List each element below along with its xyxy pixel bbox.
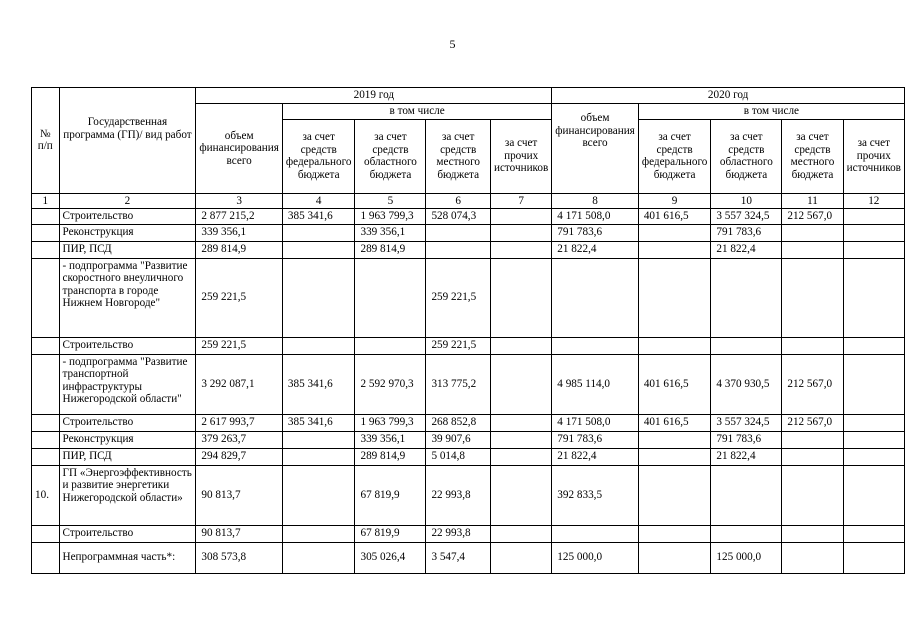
row-number-cell [32,354,60,414]
value-cell-c12 [843,354,904,414]
value-cell-c6 [426,224,491,241]
index-cell: 2 [59,193,196,209]
value-cell-c3: 289 814,9 [196,241,283,258]
value-cell-c4: 385 341,6 [282,414,355,431]
value-cell-c4: 385 341,6 [282,354,355,414]
row-name-cell: Строительство [59,525,196,542]
table-row [32,209,905,225]
value-cell-c11 [782,258,843,337]
header-total-2020: объем финансирования всего [552,104,639,194]
value-cell-c3: 294 829,7 [196,448,283,465]
value-cell-c11 [782,542,843,573]
value-cell-c9 [638,465,711,525]
value-cell-c9 [638,241,711,258]
value-cell-c10: 4 370 930,5 [711,354,782,414]
table-row [32,525,905,542]
row-name-cell: - подпрограмма "Развитие транспортной инфраструктуры Нижегородской области" [59,354,196,414]
value-cell-c9 [638,448,711,465]
row-number-cell [32,224,60,241]
value-cell-c10 [711,465,782,525]
header-federal-2019: за счет средств федерального бюджета [282,119,355,193]
value-cell-c6: 528 074,3 [426,209,491,225]
value-cell-c5: 2 592 970,3 [355,354,426,414]
index-cell: 6 [426,193,491,209]
value-cell-c12 [843,337,904,354]
value-cell-c12 [843,414,904,431]
row-name-cell: Строительство [59,414,196,431]
index-cell: 7 [490,193,551,209]
value-cell-c12 [843,465,904,525]
value-cell-c7 [490,465,551,525]
value-cell-c8: 4 171 508,0 [552,414,639,431]
value-cell-c3: 2 617 993,7 [196,414,283,431]
index-cell: 5 [355,193,426,209]
value-cell-c6: 39 907,6 [426,431,491,448]
value-cell-c8: 4 171 508,0 [552,209,639,225]
value-cell-c12 [843,525,904,542]
row-name-cell: - подпрограмма "Развитие скоростного внеуличного транспорта в городе Нижнем Новгороде" [59,258,196,337]
value-cell-c4: 385 341,6 [282,209,355,225]
row-number-cell: 10. [32,465,60,525]
value-cell-c5: 305 026,4 [355,542,426,573]
value-cell-c6: 22 993,8 [426,525,491,542]
row-name-cell: ПИР, ПСД [59,241,196,258]
value-cell-c5: 1 963 799,3 [355,414,426,431]
index-cell: 4 [282,193,355,209]
row-name-cell: ПИР, ПСД [59,448,196,465]
value-cell-c6: 5 014,8 [426,448,491,465]
value-cell-c12 [843,241,904,258]
value-cell-c10 [711,525,782,542]
value-cell-c5: 289 814,9 [355,448,426,465]
value-cell-c9 [638,337,711,354]
header-total-2019: объем финансирования всего [196,104,283,194]
value-cell-c5: 339 356,1 [355,431,426,448]
header-col-num: № п/п [32,88,60,194]
value-cell-c5: 289 814,9 [355,241,426,258]
value-cell-c8: 4 985 114,0 [552,354,639,414]
value-cell-c10 [711,337,782,354]
value-cell-c12 [843,448,904,465]
value-cell-c6: 3 547,4 [426,542,491,573]
table-row [32,465,905,525]
index-cell: 10 [711,193,782,209]
value-cell-c9 [638,542,711,573]
value-cell-c8: 791 783,6 [552,431,639,448]
value-cell-c7 [490,354,551,414]
row-number-cell [32,414,60,431]
header-other-2019: за счет прочих источников [490,119,551,193]
value-cell-c3: 259 221,5 [196,337,283,354]
value-cell-c5: 339 356,1 [355,224,426,241]
value-cell-c7 [490,209,551,225]
value-cell-c10: 125 000,0 [711,542,782,573]
value-cell-c5 [355,258,426,337]
value-cell-c9: 401 616,5 [638,209,711,225]
value-cell-c6: 22 993,8 [426,465,491,525]
row-number-cell [32,241,60,258]
value-cell-c11 [782,241,843,258]
value-cell-c7 [490,337,551,354]
value-cell-c3: 259 221,5 [196,258,283,337]
value-cell-c8 [552,337,639,354]
table-row [32,431,905,448]
value-cell-c3: 90 813,7 [196,525,283,542]
value-cell-c8 [552,258,639,337]
value-cell-c3: 339 356,1 [196,224,283,241]
row-number-cell [32,448,60,465]
value-cell-c6: 268 852,8 [426,414,491,431]
value-cell-c4 [282,465,355,525]
table-row [32,224,905,241]
value-cell-c11 [782,337,843,354]
value-cell-c6 [426,241,491,258]
value-cell-c7 [490,448,551,465]
value-cell-c9 [638,431,711,448]
header-incl-2019: в том числе [282,104,551,120]
table-row [32,542,905,573]
header-col-program: Государственная программа (ГП)/ вид работ [59,88,196,194]
value-cell-c11 [782,465,843,525]
row-number-cell [32,209,60,225]
row-number-cell [32,431,60,448]
row-name-cell: Реконструкция [59,224,196,241]
value-cell-c7 [490,414,551,431]
value-cell-c6: 259 221,5 [426,337,491,354]
value-cell-c11 [782,431,843,448]
row-name-cell: Строительство [59,209,196,225]
value-cell-c8 [552,525,639,542]
header-federal-2020: за счет средств федерального бюджета [638,119,711,193]
table-row [32,354,905,414]
value-cell-c10: 21 822,4 [711,241,782,258]
value-cell-c10: 791 783,6 [711,431,782,448]
value-cell-c3: 90 813,7 [196,465,283,525]
value-cell-c3: 3 292 087,1 [196,354,283,414]
value-cell-c4 [282,542,355,573]
value-cell-c7 [490,431,551,448]
table-row [32,414,905,431]
value-cell-c9 [638,525,711,542]
header-other-2020: за счет прочих источников [843,119,904,193]
index-cell: 11 [782,193,843,209]
row-name-cell: Непрограммная часть*: [59,542,196,573]
value-cell-c3: 2 877 215,2 [196,209,283,225]
value-cell-c12 [843,431,904,448]
table-row [32,337,905,354]
budget-table [31,87,905,574]
value-cell-c4 [282,431,355,448]
value-cell-c4 [282,224,355,241]
value-cell-c12 [843,258,904,337]
row-number-cell [32,542,60,573]
value-cell-c5: 1 963 799,3 [355,209,426,225]
value-cell-c7 [490,525,551,542]
value-cell-c8: 21 822,4 [552,241,639,258]
value-cell-c9: 401 616,5 [638,354,711,414]
index-cell: 12 [843,193,904,209]
value-cell-c5: 67 819,9 [355,465,426,525]
row-number-cell [32,525,60,542]
table-row [32,241,905,258]
header-local-2020: за счет средств местного бюджета [782,119,843,193]
value-cell-c6: 313 775,2 [426,354,491,414]
value-cell-c6: 259 221,5 [426,258,491,337]
value-cell-c4 [282,525,355,542]
row-name-cell: ГП «Энергоэффективность и развитие энергетики Нижегородской области» [59,465,196,525]
value-cell-c11: 212 567,0 [782,354,843,414]
value-cell-c7 [490,241,551,258]
value-cell-c11 [782,448,843,465]
value-cell-c8: 791 783,6 [552,224,639,241]
value-cell-c10: 3 557 324,5 [711,209,782,225]
value-cell-c4 [282,337,355,354]
value-cell-c4 [282,241,355,258]
value-cell-c3: 308 573,8 [196,542,283,573]
value-cell-c8: 125 000,0 [552,542,639,573]
table-row [32,448,905,465]
header-incl-2020: в том числе [638,104,904,120]
header-year-2020: 2020 год [552,88,905,104]
value-cell-c12 [843,209,904,225]
row-number-cell [32,337,60,354]
index-cell: 1 [32,193,60,209]
value-cell-c5: 67 819,9 [355,525,426,542]
row-number-cell [32,258,60,337]
value-cell-c12 [843,224,904,241]
value-cell-c11 [782,525,843,542]
value-cell-c4 [282,448,355,465]
row-name-cell: Строительство [59,337,196,354]
value-cell-c10: 21 822,4 [711,448,782,465]
value-cell-c4 [282,258,355,337]
value-cell-c10: 791 783,6 [711,224,782,241]
value-cell-c9 [638,224,711,241]
header-year-2019: 2019 год [196,88,552,104]
header-regional-2019: за счет средств областного бюджета [355,119,426,193]
value-cell-c7 [490,224,551,241]
index-cell: 3 [196,193,283,209]
table-row [32,258,905,337]
value-cell-c8: 21 822,4 [552,448,639,465]
row-name-cell: Реконструкция [59,431,196,448]
value-cell-c7 [490,542,551,573]
value-cell-c7 [490,258,551,337]
header-local-2019: за счет средств местного бюджета [426,119,491,193]
page-number: 5 [449,37,456,51]
value-cell-c11 [782,224,843,241]
value-cell-c9 [638,258,711,337]
value-cell-c11: 212 567,0 [782,414,843,431]
value-cell-c9: 401 616,5 [638,414,711,431]
value-cell-c8: 392 833,5 [552,465,639,525]
index-cell: 9 [638,193,711,209]
header-regional-2020: за счет средств областного бюджета [711,119,782,193]
index-cell: 8 [552,193,639,209]
value-cell-c10 [711,258,782,337]
value-cell-c3: 379 263,7 [196,431,283,448]
value-cell-c11: 212 567,0 [782,209,843,225]
value-cell-c10: 3 557 324,5 [711,414,782,431]
value-cell-c5 [355,337,426,354]
value-cell-c12 [843,542,904,573]
